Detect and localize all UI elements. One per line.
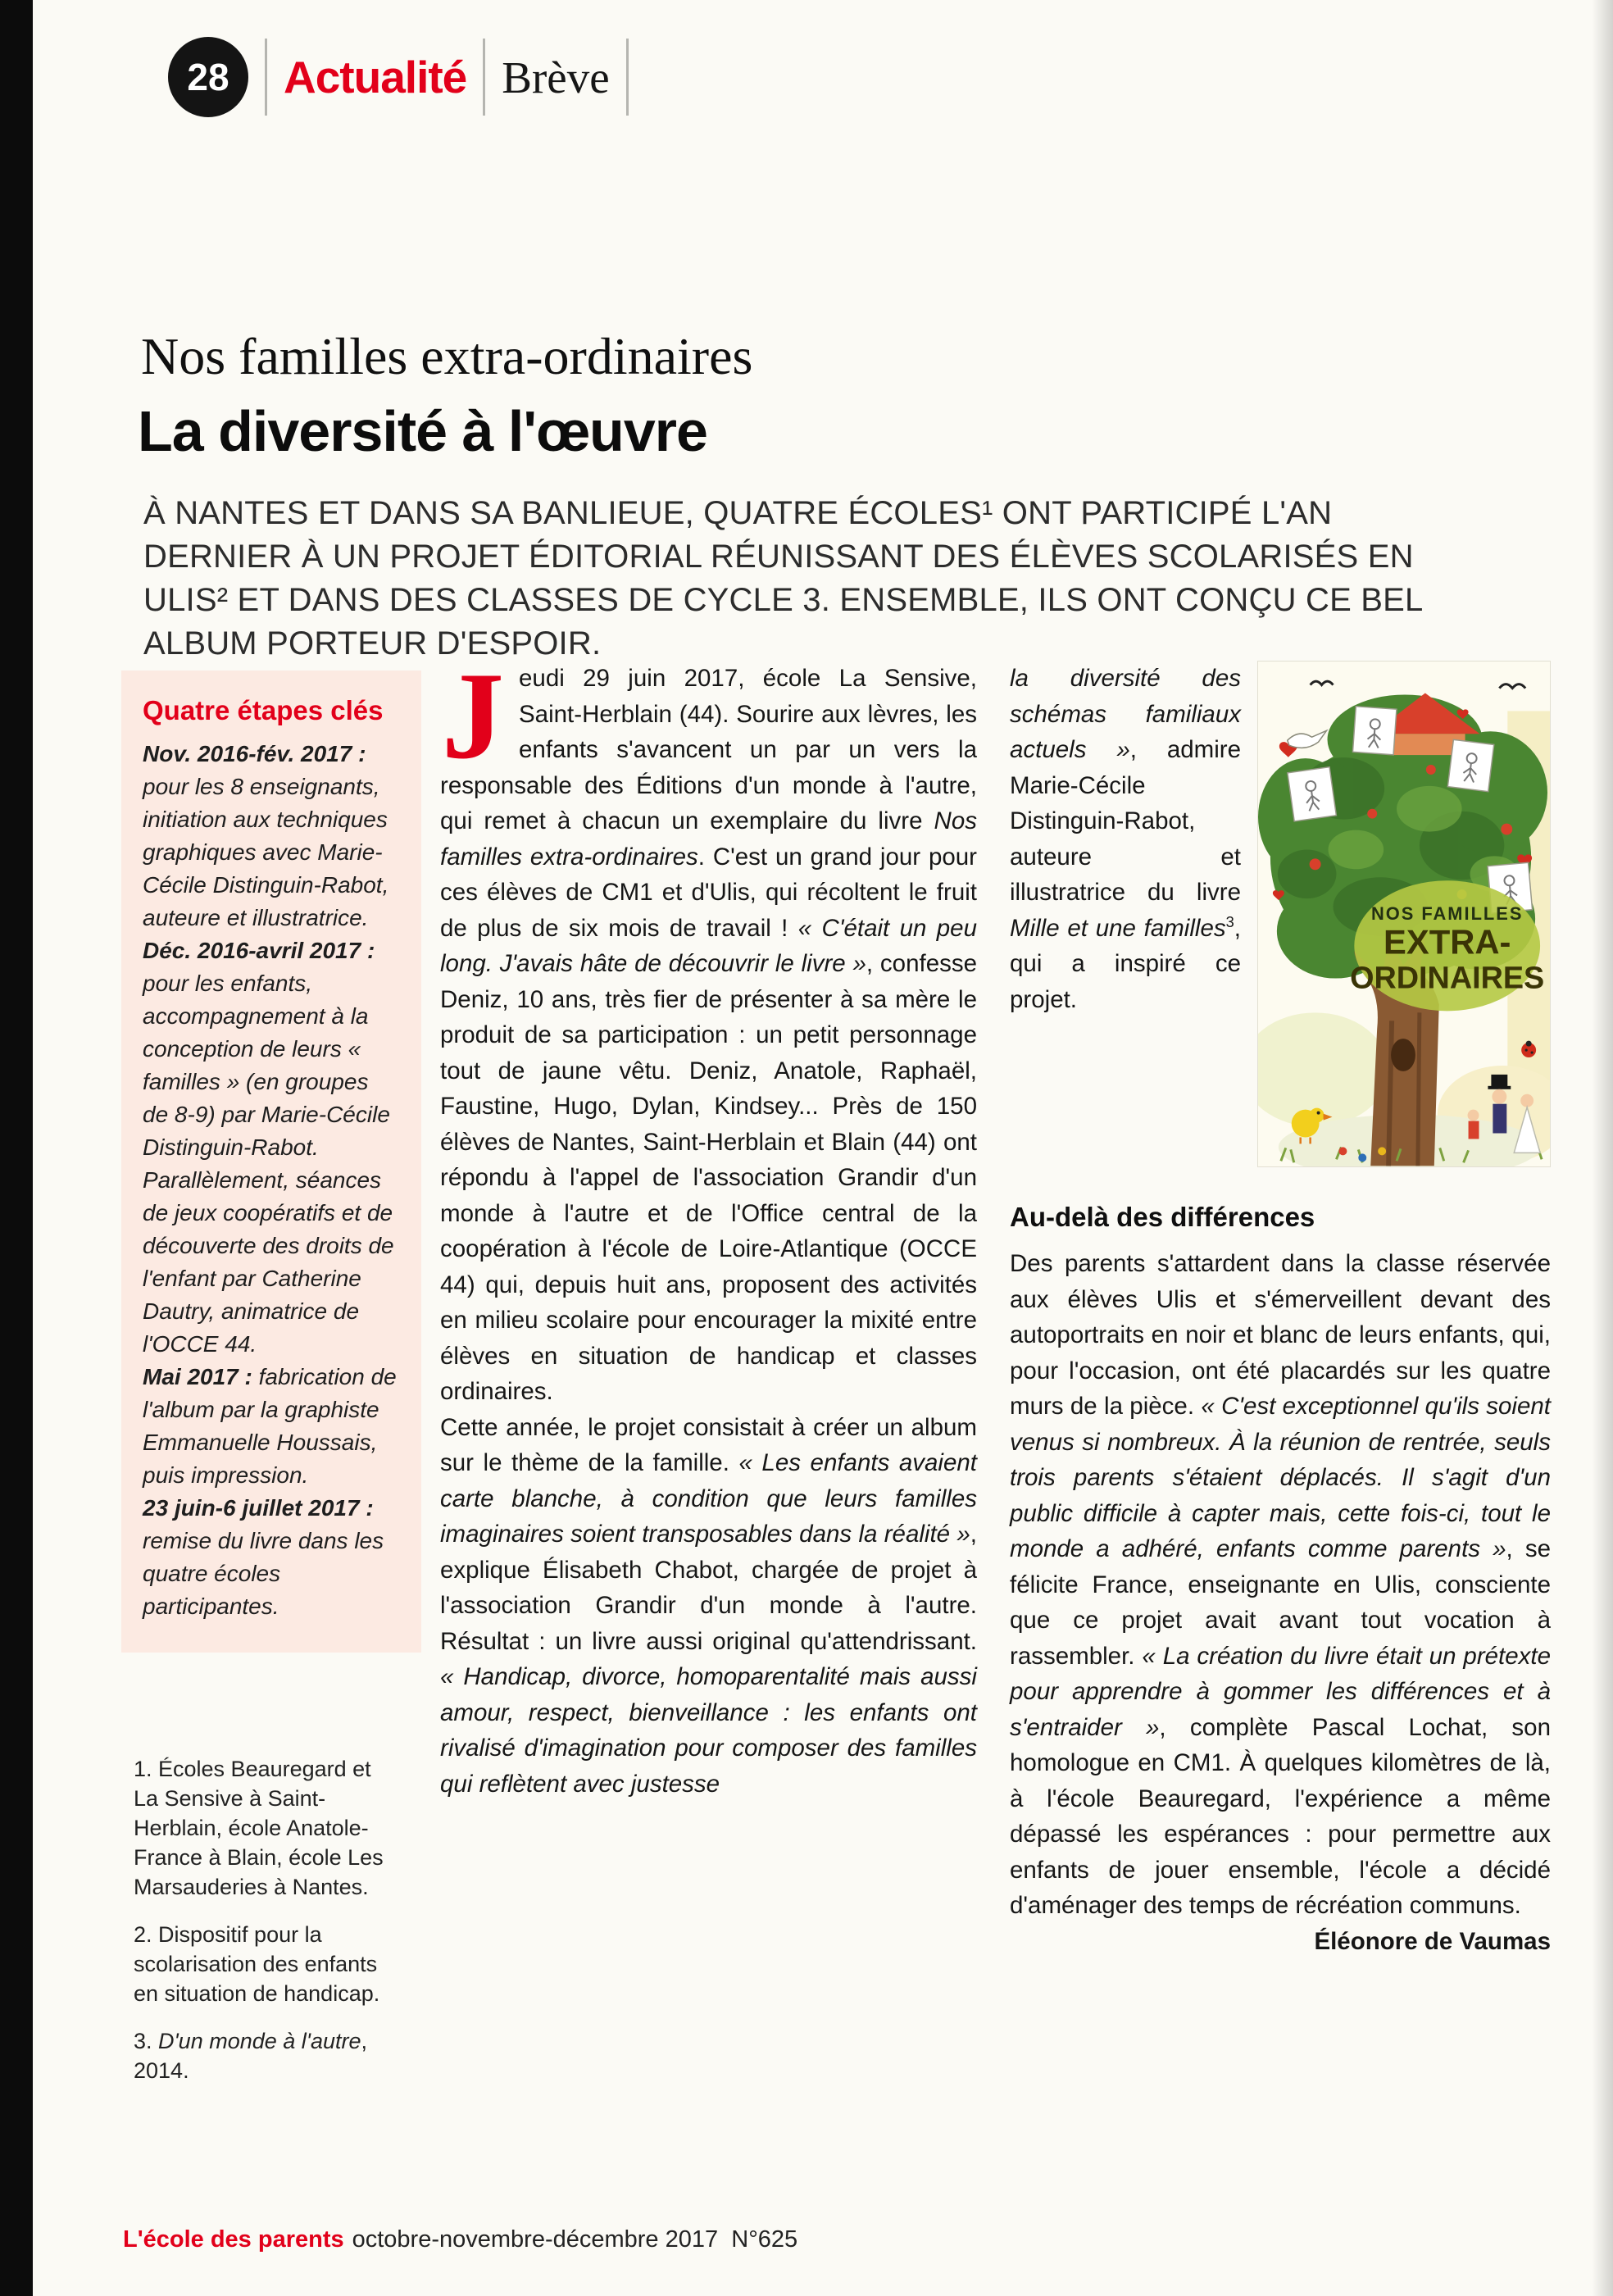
sidebar-entry-date: Nov. 2016-fév. 2017 : [143,741,366,766]
paragraph-text: Cette année, le projet consistait à créer un album sur le thème de la famille. « Les enfants avaient carte blanche, à condition que leurs familles imaginaires soient transposables dans la réalité », explique Élisabeth Chabot, chargée de projet à l'association Grandir d'un monde à l'autre. Résultat : un livre aussi original qu'attendrissant. « Handicap, divorce, homoparentalité mais aussi amour, respect, bienveillance : les enfants ont rivalisé d'imagination pour composer des familles qui reflètent avec justesse [440,1413,977,1798]
sidebar-entry-date: Mai 2017 : [143,1364,252,1389]
article-column-main [440,647,978,1802]
article-paragraph-continuation: la diversité des schémas familiaux actuels », admire Marie-Cécile Distinguin-Rabot, auteure et illustratrice du livre Mille et une familles$^3$, qui a inspiré ce projet. [1010,665,1241,1013]
footnote-3: 3. D'un monde à l'autre, 2014. [134,2029,368,2083]
book-title-line1: NOS FAMILLES [1371,902,1524,924]
sidebar-entry-text: remise du livre dans les quatre écoles participantes. [143,1528,384,1619]
article-kicker: Nos familles extra-ordinaires [141,327,753,385]
article-paragraph-1 [440,647,978,1410]
footnotes [134,1754,384,2103]
scan-edge-right [1592,0,1613,2296]
book-title-line2: EXTRA- [1384,922,1511,962]
header-divider [483,39,485,116]
issue-info: octobre-novembre-décembre 2017 N°625 [352,2226,798,2253]
sidebar-key-steps [121,671,421,1653]
magazine-name: L'école des parents [123,2226,344,2253]
footnote-1: 1. Écoles Beauregard et La Sensive à Saint-Herblain, école Anatole-France à Blain, école Les Marsauderies à Nantes. [134,1757,384,1899]
footnote-2: 2. Dispositif pour la scolarisation des enfants en situation de handicap. [134,1922,380,2006]
dropcap: J [442,647,504,784]
sidebar-entry [143,934,400,1361]
page-footer [123,2226,797,2253]
section-label: Actualité [284,52,467,102]
sidebar-entry [143,738,400,934]
sidebar-entry [143,1361,400,1492]
page-header [168,36,645,118]
subsection-label: Brève [502,52,610,102]
sidebar-entry [143,1492,400,1623]
article-paragraph-final [1010,1246,1552,1955]
article-paragraph-2 [440,1410,977,1803]
article-title: La diversité à l'œuvre [138,399,707,463]
paragraph-text: Des parents s'attardent dans la classe réservée aux élèves Ulis et s'émerveillent devant des autoportraits en noir et blanc de leurs enfants, qui, pour l'occasion, ont été placardés sur les quatre murs de la pièce. « C'est exceptionnel qu'ils soient venus si nombreux. À la réunion de rentrée, seuls trois parents s'étaient déplacés. Il s'agit d'un public difficile à capter mais, cette fois-ci, tout le monde a adhéré, enfants comme parents », se félicite France, enseignante en Ulis, consciente que ce projet avait avant tout vocation à rassembler. « La création du livre était un prétexte pour apprendre à gommer les différences et à s'entraider », complète Pascal Lochat, son homologue en CM1. À quelques kilomètres de là, à l'école Beauregard, l'expérience a même dépassé les espérances : pour permettre aux enfants de jouer ensemble, l'école a décidé d'aménager des temps de récréation communs. [1010,1250,1552,1919]
header-divider [265,39,267,116]
sidebar-entry-text: fabrication de l'album par la graphiste Emmanuelle Houssais, puis impression. [143,1364,397,1488]
sidebar-entry-date: Déc. 2016-avril 2017 : [143,938,375,963]
byline: Éléonore de Vaumas [1314,1927,1551,1955]
book-cover-illustration [1257,661,1551,1167]
column-top-with-image [1010,661,1551,1167]
book-title-line3: ORDINAIRES [1350,961,1545,996]
article-standfirst: À NANTES ET DANS SA BANLIEUE, QUATRE ÉCOLES¹ ONT PARTICIPÉ L'AN DERNIER À UN PROJET ÉDITORIAL RÉUNISSANT DES ÉLÈVES SCOLARISÉS EN ULIS² ET DANS DES CLASSES DE CYCLE 3. ENSEMBLE, ILS ONT CONÇU CE BEL ALBUM PORTEUR D'ESPOIR. [143,495,1422,662]
article-column-right [1010,661,1551,1959]
sidebar-entry-date: 23 juin-6 juillet 2017 : [143,1495,374,1521]
book-cover-art [1258,662,1550,1166]
page-number-badge: 28 [168,37,248,117]
sidebar-title: Quatre étapes clés [143,695,384,725]
article-subhead: Au-delà des différences [1010,1202,1315,1232]
sidebar-entry-text: pour les 8 enseignants, initiation aux techniques graphiques avec Marie-Cécile Distinguin-Rabot, auteure et illustratrice. [143,774,389,930]
paragraph-text: eudi 29 juin 2017, école La Sensive, Saint-Herblain (44). Sourire aux lèvres, les enfants s'avancent un par un vers la responsable des Éditions d'un monde à l'autre, qui remet à chacun un exemplaire du livre Nos familles extra-ordinaires. C'est un grand jour pour ces élèves de CM1 et d'Ulis, qui récoltent le fruit de plus de six mois de travail ! « C'était un peu long. J'avais hâte de découvrir le livre », confesse Deniz, 10 ans, très fier de présenter à sa mère le produit de sa participation : un petit personnage tout de jaune vêtu. Deniz, Anatole, Raphaël, Faustine, Hugo, Dylan, Kindsey... Près de 150 élèves de Nantes, Saint-Herblain et Blain (44) ont répondu à l'appel de l'association Grandir d'un monde à l'autre et de l'Office central de la coopération à l'école de Loire-Atlantique (OCCE 44) qui, depuis huit ans, proposent des activités en milieu scolaire pour encourager la mixité entre élèves en situation de handicap et classes ordinaires. [440,665,978,1405]
scan-edge-left [0,0,33,2296]
sidebar-entry-text: pour les enfants, accompagnement à la conception de leurs « familles » (en groupes de 8-9) par Marie-Cécile Distinguin-Rabot. Parallèlement, séances de jeux coopératifs et de découverte des droits de l'enfant par Catherine Dautry, animatrice de l'OCCE 44. [143,971,394,1357]
header-divider [626,39,629,116]
